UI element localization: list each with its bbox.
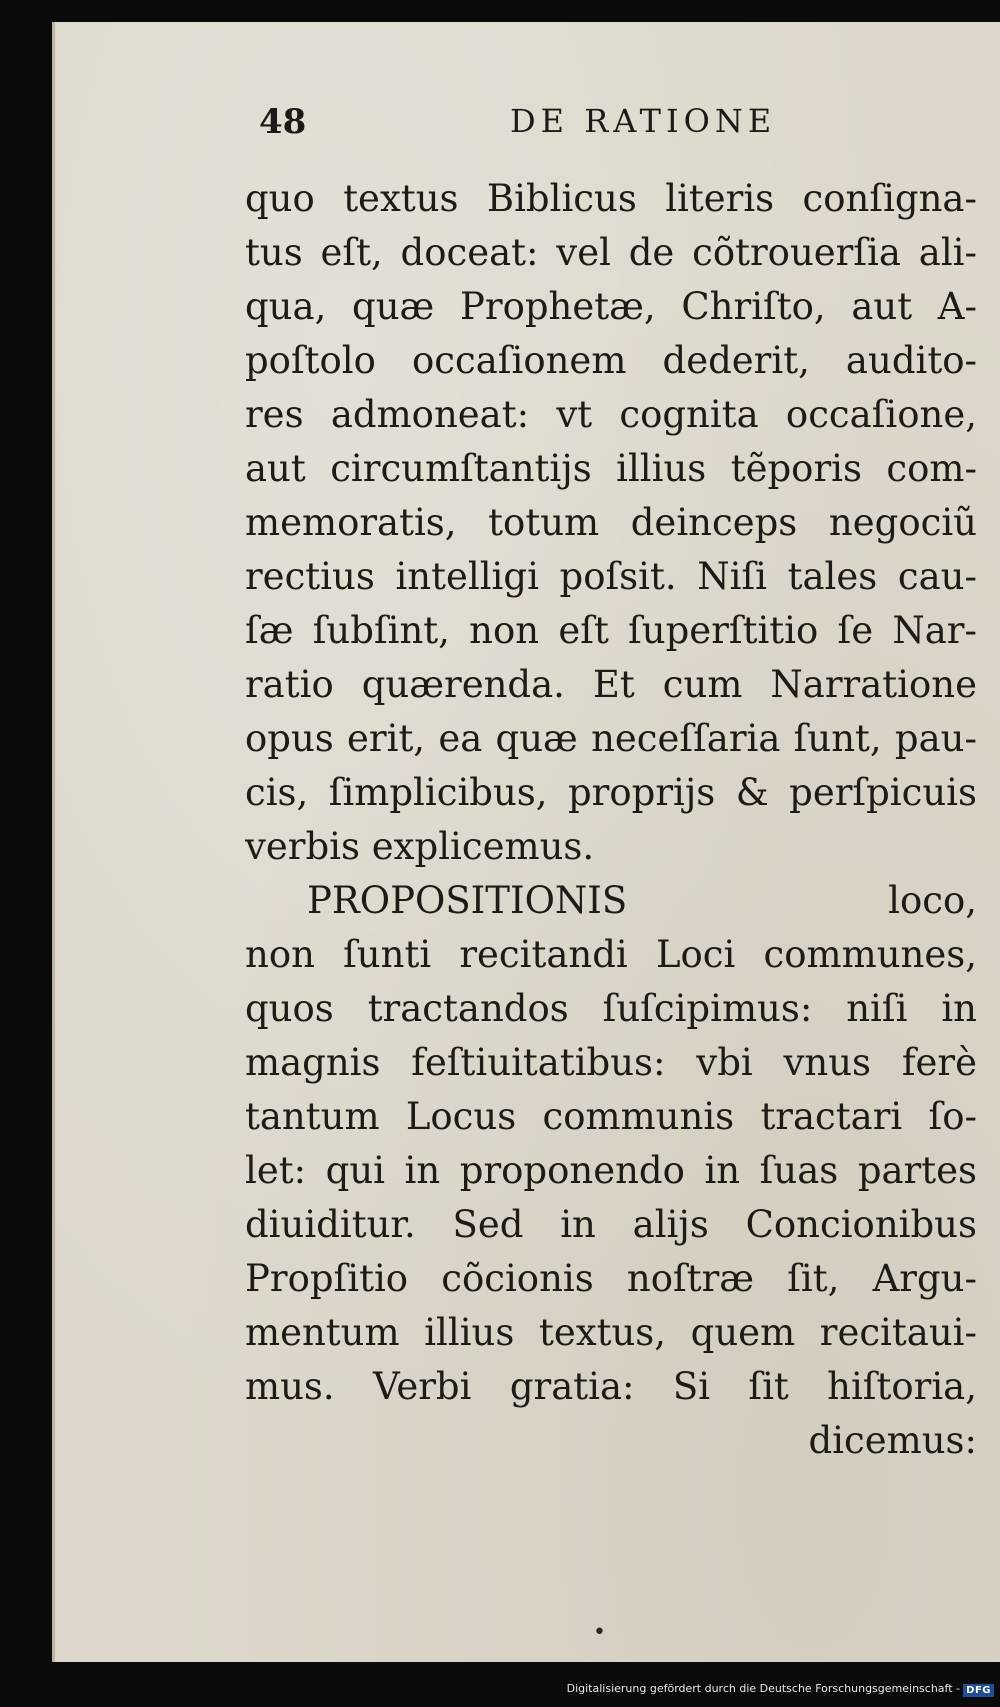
text-line: res admoneat: vt cognita occaſione,: [245, 393, 977, 436]
running-head: [55, 102, 1000, 152]
text-line: diuiditur. Sed in alijs Concionibus: [245, 1203, 977, 1246]
text-line: mus. Verbi gratia: Si ſit hiſtoria,: [245, 1365, 977, 1408]
text-line: ſæ ſubſint, non eſt ſuperſtitio ſe Nar-: [245, 609, 977, 652]
text-line: ratio quærenda. Et cum Narratione: [245, 663, 977, 706]
text-line: tus eſt, doceat: vel de cõtrouerſia ali-: [245, 231, 977, 274]
page-number: 48: [259, 102, 307, 142]
text-line: quo textus Biblicus literis conſigna-: [245, 177, 977, 220]
text-line: memoratis, totum deinceps negociũ: [245, 501, 977, 544]
dfg-logo: DFG: [963, 1684, 994, 1697]
funding-credit: Digitalisierung gefördert durch die Deutsche Forschungsgemeinschaft -: [566, 1682, 960, 1695]
text-line: Propſitio cõcionis noſtræ ſit, Argu-: [245, 1257, 977, 1300]
text-line: quos tractandos ſuſcipimus: niſi in: [245, 987, 977, 1030]
text-line: verbis explicemus.: [245, 825, 595, 868]
text-line: aut circumſtantijs illius tẽporis com-: [245, 447, 977, 490]
text-line: qua, quæ Prophetæ, Chriſto, aut A-: [245, 285, 977, 328]
body-text: [245, 172, 977, 1468]
text-line: mentum illius textus, quem recitaui-: [245, 1311, 977, 1354]
catchword: dicemus:: [808, 1419, 977, 1462]
page-ornament: •: [593, 1620, 606, 1645]
text-line: PROPOSITIONIS loco,: [307, 879, 977, 922]
text-line: magnis feſtiuitatibus: vbi vnus ferè: [245, 1041, 977, 1084]
text-line: poſtolo occaſionem dederit, audito-: [245, 339, 977, 382]
footer-bar: [0, 1662, 1000, 1707]
text-line: cis, ſimplicibus, proprijs & perſpicuis: [245, 771, 977, 814]
text-line: let: qui in proponendo in ſuas partes: [245, 1149, 977, 1192]
running-head-title: DE RATIONE: [510, 102, 777, 140]
text-line: rectius intelligi poſsit. Niſi tales cau-: [245, 555, 977, 598]
book-page: [52, 22, 1000, 1662]
text-line: non ſunti recitandi Loci communes,: [245, 933, 977, 976]
text-line: opus erit, ea quæ neceſſaria ſunt, pau-: [245, 717, 977, 760]
text-line: tantum Locus communis tractari ſo-: [245, 1095, 977, 1138]
